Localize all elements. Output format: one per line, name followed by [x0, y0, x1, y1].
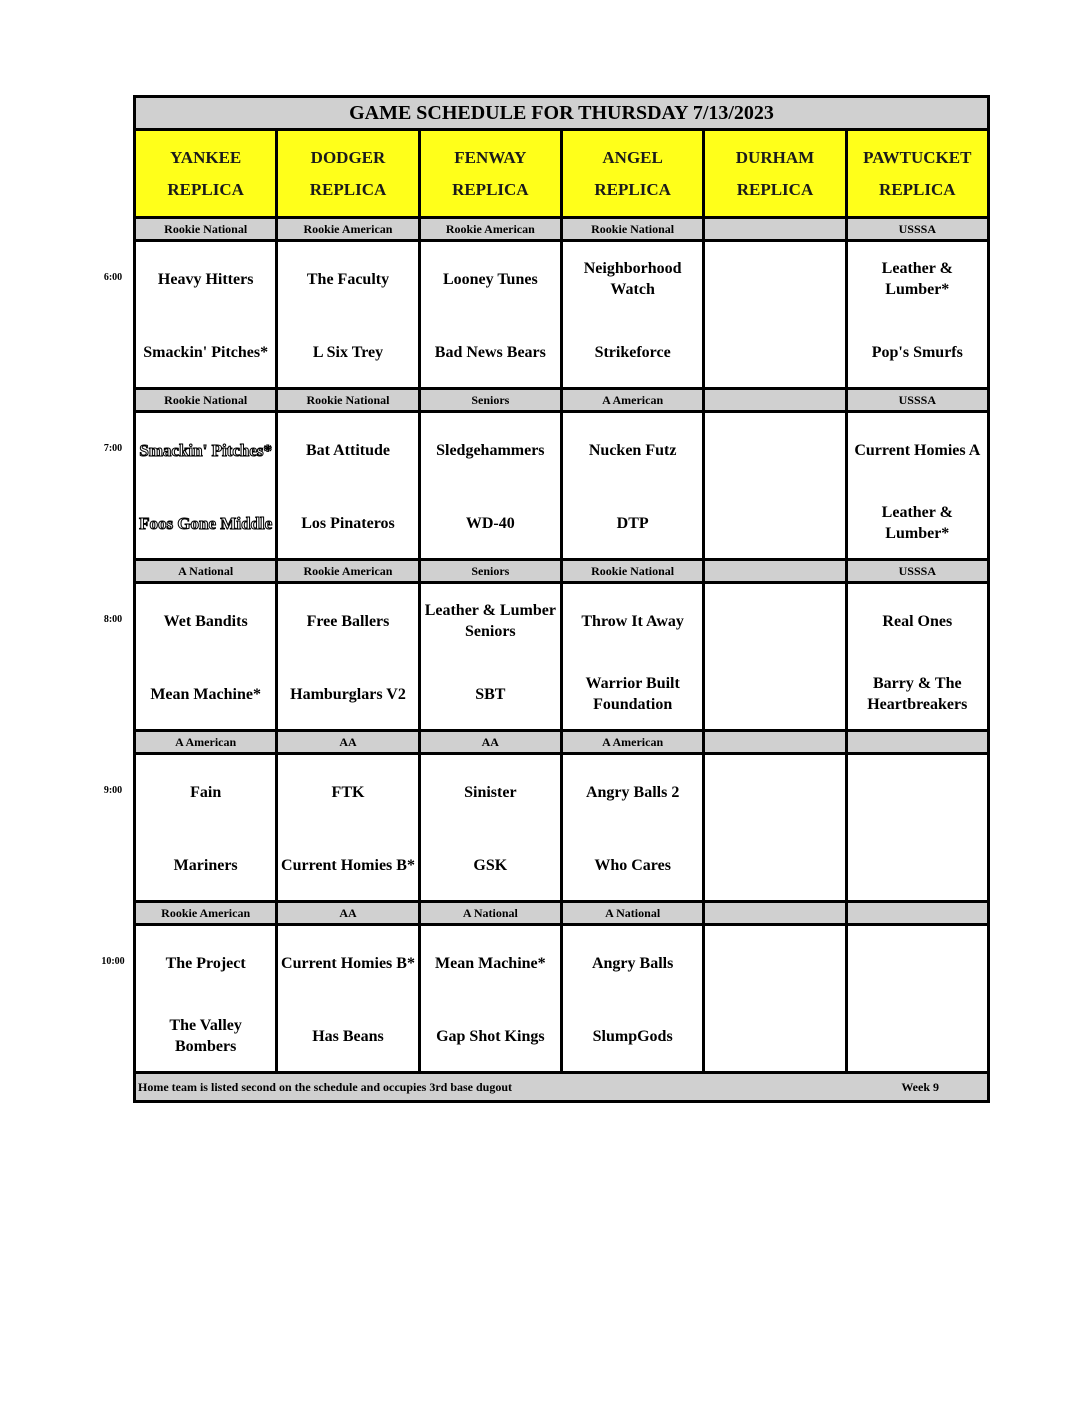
division-label: A National [136, 561, 278, 581]
away-team: Leather & Lumber Seniors [424, 602, 556, 640]
away-team: Fain [190, 783, 222, 801]
away-team: The Faculty [306, 270, 390, 288]
home-team: Current Homies B* [281, 856, 415, 874]
away-team: Sledgehammers [436, 441, 545, 459]
away-team: Bat Attitude [305, 441, 390, 459]
field-name: FENWAY [454, 147, 527, 167]
division-label: Rookie American [278, 561, 420, 581]
division-row [136, 561, 987, 584]
division-label: Rookie American [136, 903, 278, 923]
away-team: Heavy Hitters [157, 270, 254, 288]
away-team: Nucken Futz [588, 441, 677, 459]
game-cell [278, 242, 420, 387]
field-subtitle: REPLICA [736, 179, 814, 199]
game-cell [136, 926, 278, 1071]
home-team: Barry & The Heartbreakers [867, 675, 968, 713]
home-team: Gap Shot Kings [436, 1027, 545, 1045]
field-subtitle: REPLICA [452, 179, 529, 199]
game-row [136, 584, 987, 732]
home-team [705, 498, 844, 548]
division-row [136, 219, 987, 242]
game-row [136, 242, 987, 390]
game-row [136, 413, 987, 561]
game-cell [563, 755, 705, 900]
home-team: SBT [475, 685, 506, 703]
division-label: AA [278, 903, 420, 923]
field-header-5 [705, 131, 847, 216]
game-cell [136, 242, 278, 387]
game-cell [278, 926, 420, 1071]
game-cell [421, 584, 563, 729]
home-team: Bad News Bears [434, 343, 546, 361]
slot-time: 7:00 [103, 443, 123, 454]
away-team [848, 938, 987, 988]
game-cell [705, 926, 847, 1071]
home-team: GSK [473, 856, 508, 874]
home-team: Mariners [173, 856, 238, 874]
game-cell [848, 926, 987, 1071]
game-cell [278, 413, 420, 558]
field-header-6 [848, 131, 987, 216]
away-team [848, 767, 987, 817]
division-label: AA [278, 732, 420, 752]
time-slots [136, 219, 987, 1074]
division-label: Rookie National [136, 219, 278, 239]
game-row [136, 755, 987, 903]
game-cell [136, 584, 278, 729]
game-cell [278, 755, 420, 900]
schedule-footer [136, 1074, 987, 1100]
division-label: USSSA [898, 222, 936, 236]
division-row [136, 732, 987, 755]
home-team [848, 1011, 987, 1061]
game-cell [848, 413, 987, 558]
away-team [705, 425, 844, 475]
game-cell [705, 755, 847, 900]
division-label: Seniors [421, 561, 563, 581]
game-row [136, 926, 987, 1074]
division-label [705, 561, 847, 581]
game-cell [705, 584, 847, 729]
division-label: Seniors [421, 390, 563, 410]
away-team: Leather & Lumber* [881, 260, 953, 298]
away-team: Current Homies A [854, 441, 981, 459]
game-cell [421, 413, 563, 558]
home-team: Foos Gone Middle [139, 513, 273, 533]
home-team: Mean Machine* [150, 685, 261, 703]
division-label [848, 732, 987, 752]
home-team: L Six Trey [312, 343, 384, 361]
away-team: The Project [165, 954, 246, 972]
away-team [705, 596, 844, 646]
field-name: YANKEE [170, 147, 242, 167]
home-team: Strikeforce [594, 343, 671, 361]
field-name: PAWTUCKET [863, 147, 972, 167]
slot-time: 6:00 [103, 272, 123, 283]
field-name: DODGER [310, 147, 386, 167]
division-label: USSSA [898, 393, 936, 407]
home-team: Warrior Built Foundation [585, 675, 680, 713]
division-label [705, 390, 847, 410]
home-team: Los Pinateros [301, 514, 395, 532]
away-team: Looney Tunes [442, 270, 538, 288]
game-cell [421, 755, 563, 900]
home-team [705, 840, 844, 890]
away-team: Smackin' Pitches* [139, 440, 273, 460]
home-team [705, 669, 844, 719]
field-subtitle: REPLICA [879, 179, 956, 199]
division-row [136, 903, 987, 926]
division-label: Rookie American [421, 219, 563, 239]
home-team: Pop's Smurfs [871, 343, 963, 361]
division-label: A American [563, 390, 705, 410]
away-team: Free Ballers [306, 612, 390, 630]
division-label: A National [563, 903, 705, 923]
away-team: Real Ones [882, 612, 953, 630]
field-name: DURHAM [735, 147, 815, 167]
field-subtitle: REPLICA [167, 179, 244, 199]
division-label [705, 219, 847, 239]
home-team [848, 840, 987, 890]
division-label [705, 732, 847, 752]
game-cell [563, 242, 705, 387]
game-cell [563, 584, 705, 729]
game-cell [136, 755, 278, 900]
game-cell [136, 413, 278, 558]
away-team: FTK [331, 783, 365, 801]
game-cell [848, 242, 987, 387]
home-team: Leather & Lumber* [881, 504, 953, 542]
away-team: Angry Balls 2 [585, 783, 680, 801]
away-team: Throw It Away [581, 612, 684, 630]
game-cell [563, 413, 705, 558]
week-label: Week 9 [901, 1079, 939, 1094]
game-cell [705, 242, 847, 387]
home-team: The Valley Bombers [169, 1017, 242, 1055]
home-team: Has Beans [312, 1027, 384, 1045]
slot-time: 10:00 [101, 956, 125, 967]
home-team: Smackin' Pitches* [143, 343, 269, 361]
field-header-row [136, 131, 987, 219]
division-label: Rookie American [278, 219, 420, 239]
field-header-1 [136, 131, 278, 216]
home-team [705, 327, 844, 377]
slot-time: 8:00 [103, 614, 123, 625]
division-row [136, 390, 987, 413]
division-label: A American [136, 732, 278, 752]
home-team [705, 1011, 844, 1061]
field-header-4 [563, 131, 705, 216]
away-team [705, 767, 844, 817]
game-cell [278, 584, 420, 729]
division-label: Rookie National [136, 390, 278, 410]
division-label: AA [421, 732, 563, 752]
schedule-title: GAME SCHEDULE FOR THURSDAY 7/13/2023 [136, 98, 987, 131]
home-team: DTP [616, 514, 649, 532]
division-label: A American [563, 732, 705, 752]
away-team: Angry Balls [591, 954, 674, 972]
division-label [848, 903, 987, 923]
division-label: USSSA [898, 564, 936, 578]
away-team [705, 938, 844, 988]
game-cell [705, 413, 847, 558]
field-subtitle: REPLICA [309, 179, 387, 199]
slot-time: 9:00 [103, 785, 123, 796]
field-header-3 [421, 131, 563, 216]
division-label: Rookie National [563, 561, 705, 581]
field-name: ANGEL [602, 147, 663, 167]
game-cell [563, 926, 705, 1071]
game-cell [848, 755, 987, 900]
field-subtitle: REPLICA [594, 179, 671, 199]
home-team: Hamburglars V2 [290, 685, 406, 703]
game-cell [421, 242, 563, 387]
away-team [705, 254, 844, 304]
field-header-2 [278, 131, 420, 216]
home-team: SlumpGods [592, 1027, 673, 1045]
game-cell [421, 926, 563, 1071]
away-team: Neighborhood Watch [583, 260, 682, 298]
division-label [705, 903, 847, 923]
away-team: Current Homies B* [281, 954, 415, 972]
game-cell [848, 584, 987, 729]
away-team: Wet Bandits [163, 612, 248, 630]
division-label: Rookie National [563, 219, 705, 239]
home-team: WD-40 [465, 514, 515, 532]
away-team: Mean Machine* [434, 954, 546, 972]
home-team: Who Cares [594, 856, 671, 874]
division-label: Rookie National [278, 390, 420, 410]
schedule-table [133, 95, 990, 1103]
home-team-note: Home team is listed second on the schedule and occupies 3rd base dugout [138, 1079, 513, 1094]
division-label: A National [421, 903, 563, 923]
away-team: Sinister [464, 783, 517, 801]
